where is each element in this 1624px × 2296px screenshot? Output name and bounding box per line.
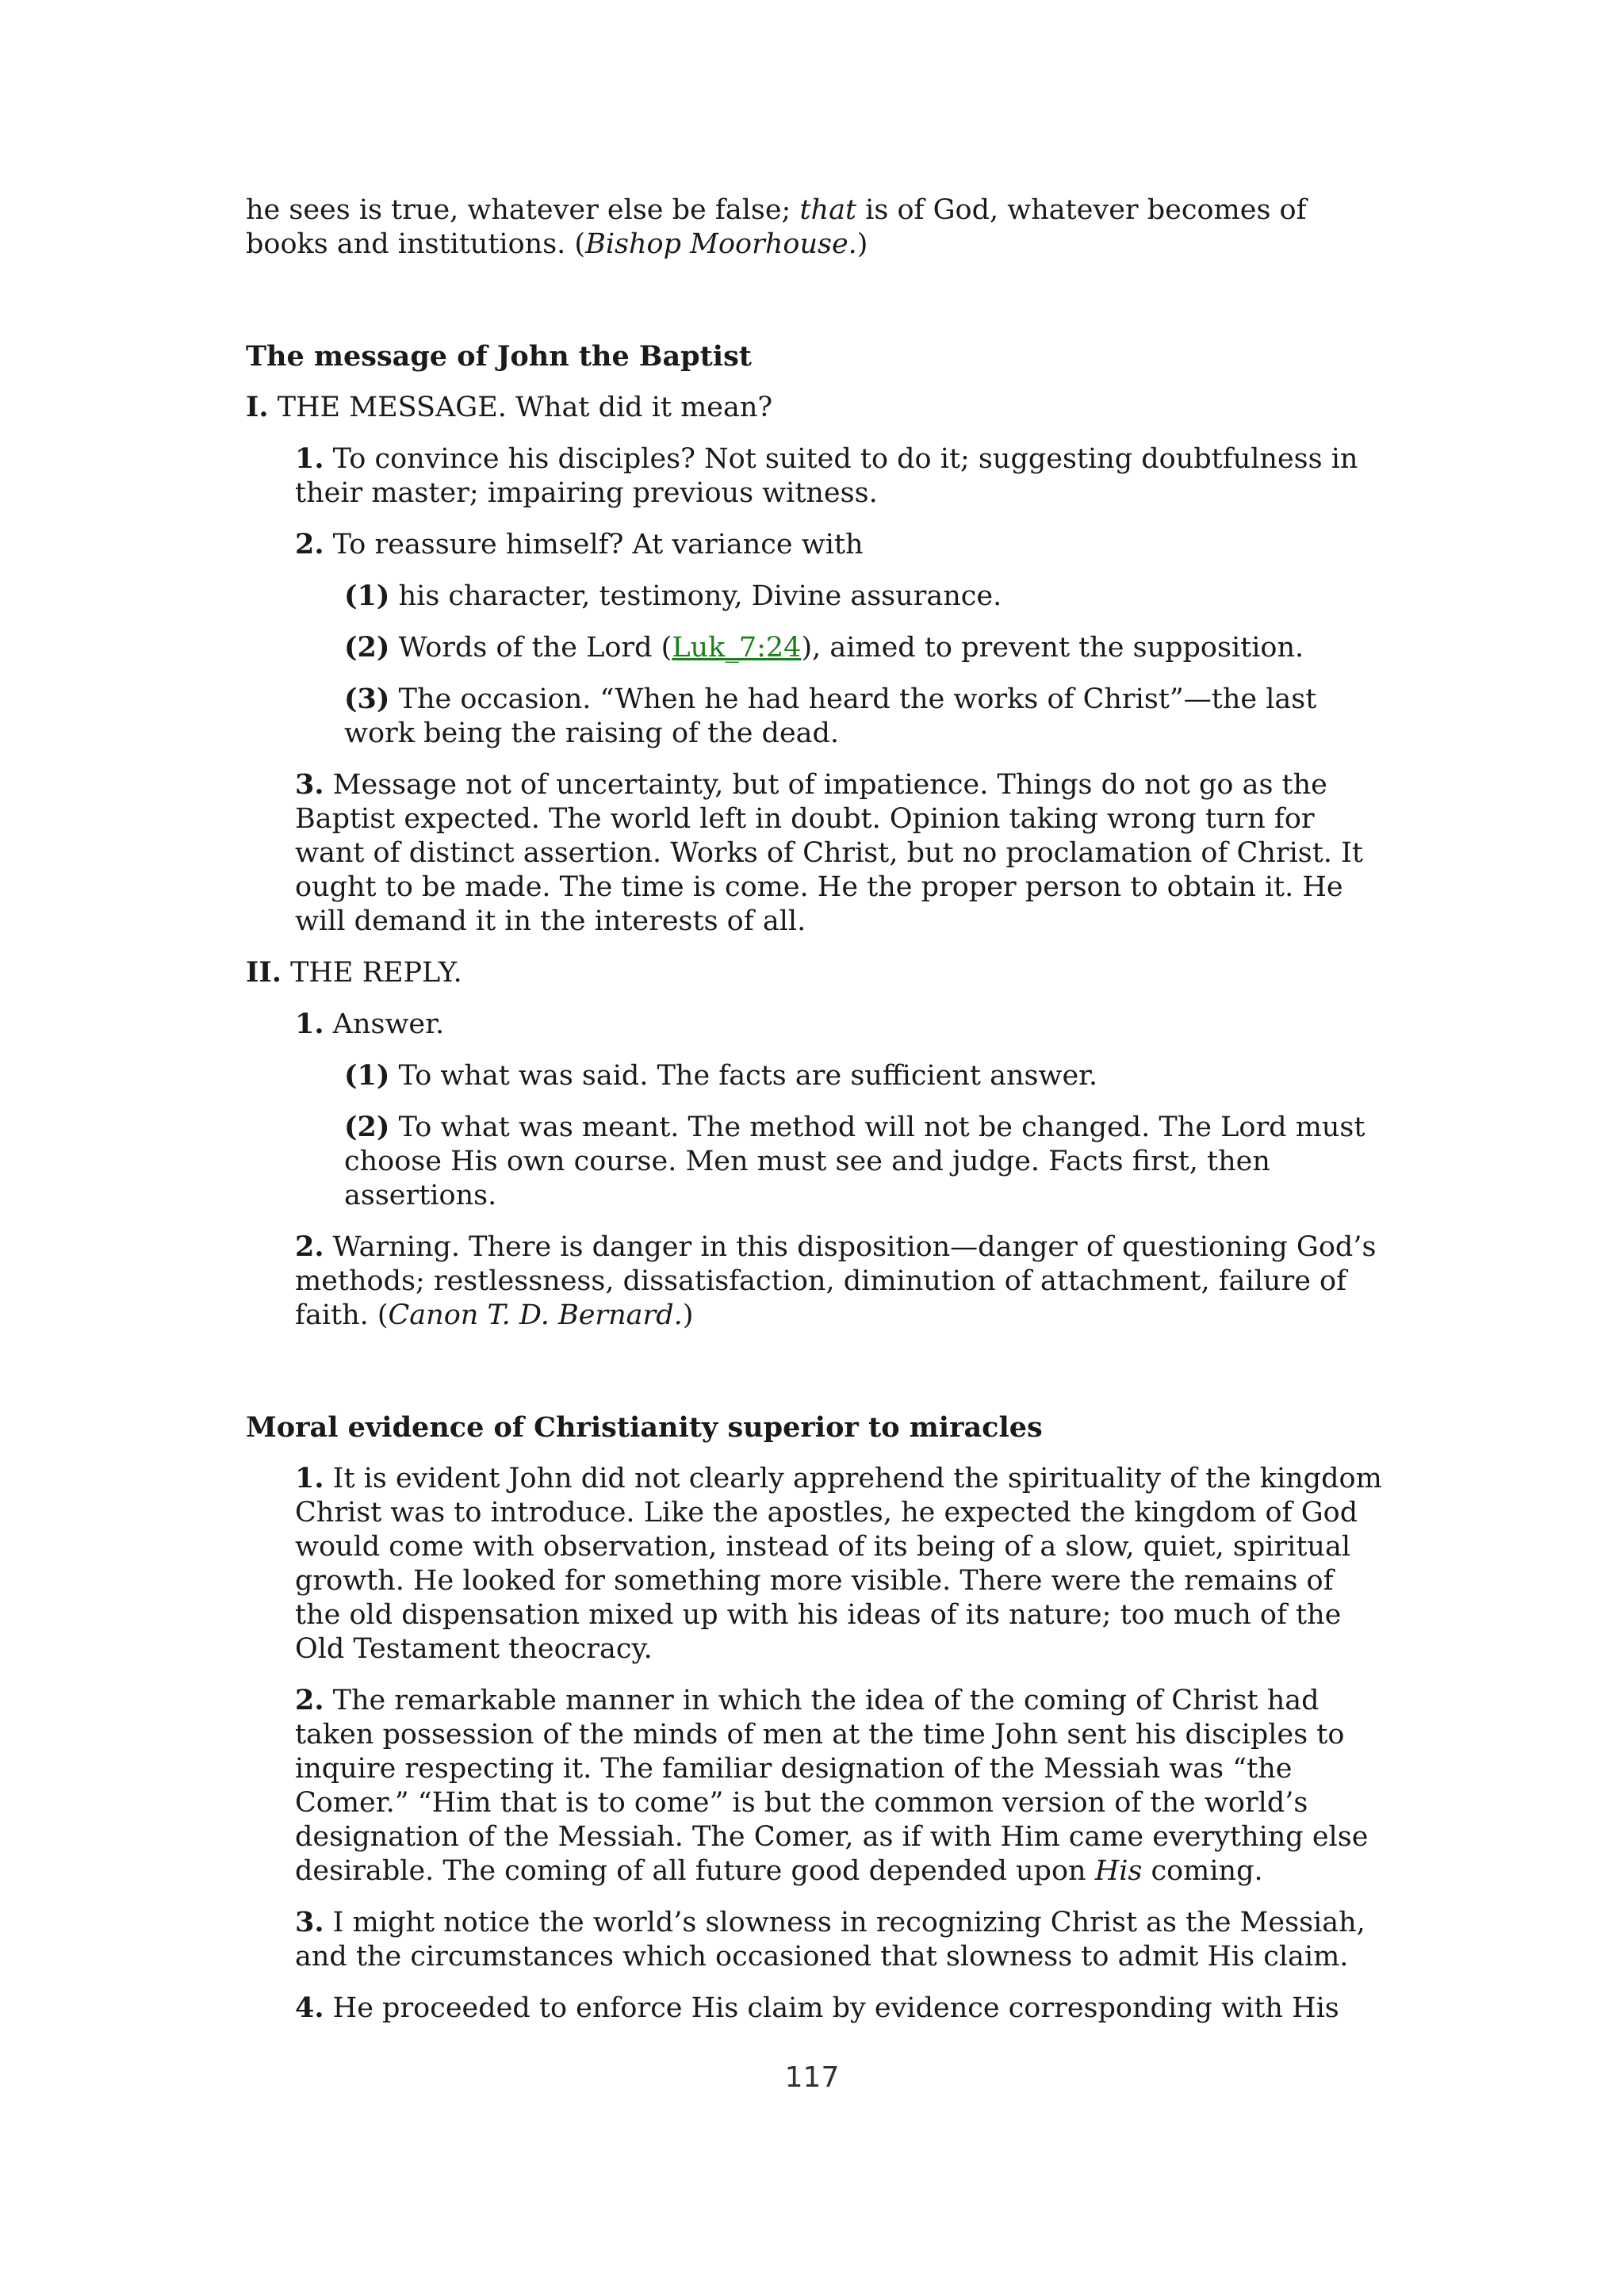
outline-item: I. THE MESSAGE. What did it mean? xyxy=(246,391,773,423)
outline-item: 2. The remarkable manner in which the idea of the coming of Christ had taken possession of the minds of men at the time John sent his disciples to inquire respecting it. The familiar designation of the Messiah was “the Comer.” “Him that is to come” is but the common version of the world’s designation of the Messiah. The Comer, as if with Him came everything else desirable. The coming of all future good depended upon His coming. xyxy=(295,1684,1369,1887)
outline-item: (1) To what was said. The facts are sufficient answer. xyxy=(344,1059,1098,1092)
scripture-link[interactable]: Luk_7:24 xyxy=(672,632,802,664)
outline-item: 2. Warning. There is danger in this disposition—danger of questioning God’s methods; restlessness, dissatisfaction, diminution of attachment, failure of faith. (Canon T. D. Bernard.) xyxy=(295,1230,1377,1331)
outline-item: (3) The occasion. “When he had heard the works of Christ”—the last work being the raising of the dead. xyxy=(344,683,1317,749)
outline-item: II. THE REPLY. xyxy=(246,956,462,989)
outline-item: 3. I might notice the world’s slowness in recognizing Christ as the Messiah, and the circumstances which occasioned that slowness to admit His claim. xyxy=(295,1906,1365,1973)
page-number: 117 xyxy=(784,2061,840,2094)
outline-item: (1) his character, testimony, Divine assurance. xyxy=(344,580,1002,612)
outline-item: (2) Words of the Lord (Luk_7:24), aimed to prevent the supposition. xyxy=(344,631,1304,664)
document-page xyxy=(246,193,1388,2042)
outline-item: 1. Answer. xyxy=(295,1008,445,1040)
section-heading: Moral evidence of Christianity superior to miracles xyxy=(246,1411,1043,1444)
outline-item: (2) To what was meant. The method will not be changed. The Lord must choose His own course. Men must see and judge. Facts first, then assertions. xyxy=(344,1111,1365,1211)
outline-item: 4. He proceeded to enforce His claim by evidence corresponding with His xyxy=(295,1992,1339,2024)
outline-item: 1. It is evident John did not clearly apprehend the spirituality of the kingdom Christ was to introduce. Like the apostles, he expected the kingdom of God would come with observation, instead of its being of a slow, quiet, spiritual growth. He looked for something more visible. There were the remains of the old dispensation mixed up with his ideas of its nature; too much of the Old Testament theocracy. xyxy=(295,1462,1382,1665)
section-heading: The message of John the Baptist xyxy=(246,340,752,373)
outline-item: 2. To reassure himself? At variance with xyxy=(295,528,864,561)
outline-item: 3. Message not of uncertainty, but of impatience. Things do not go as the Baptist expected. The world left in doubt. Opinion taking wrong turn for want of distinct assertion. Works of Christ, but no proclamation of Christ. It ought to be made. The time is come. He the proper person to obtain it. He will demand it in the interests of all. xyxy=(295,768,1363,937)
outline-item: 1. To convince his disciples? Not suited to do it; suggesting doubtfulness in their master; impairing previous witness. xyxy=(295,442,1358,509)
intro-paragraph: he sees is true, whatever else be false; that is of God, whatever becomes of books and institutions. (Bishop Moorhouse.) xyxy=(246,194,1307,260)
